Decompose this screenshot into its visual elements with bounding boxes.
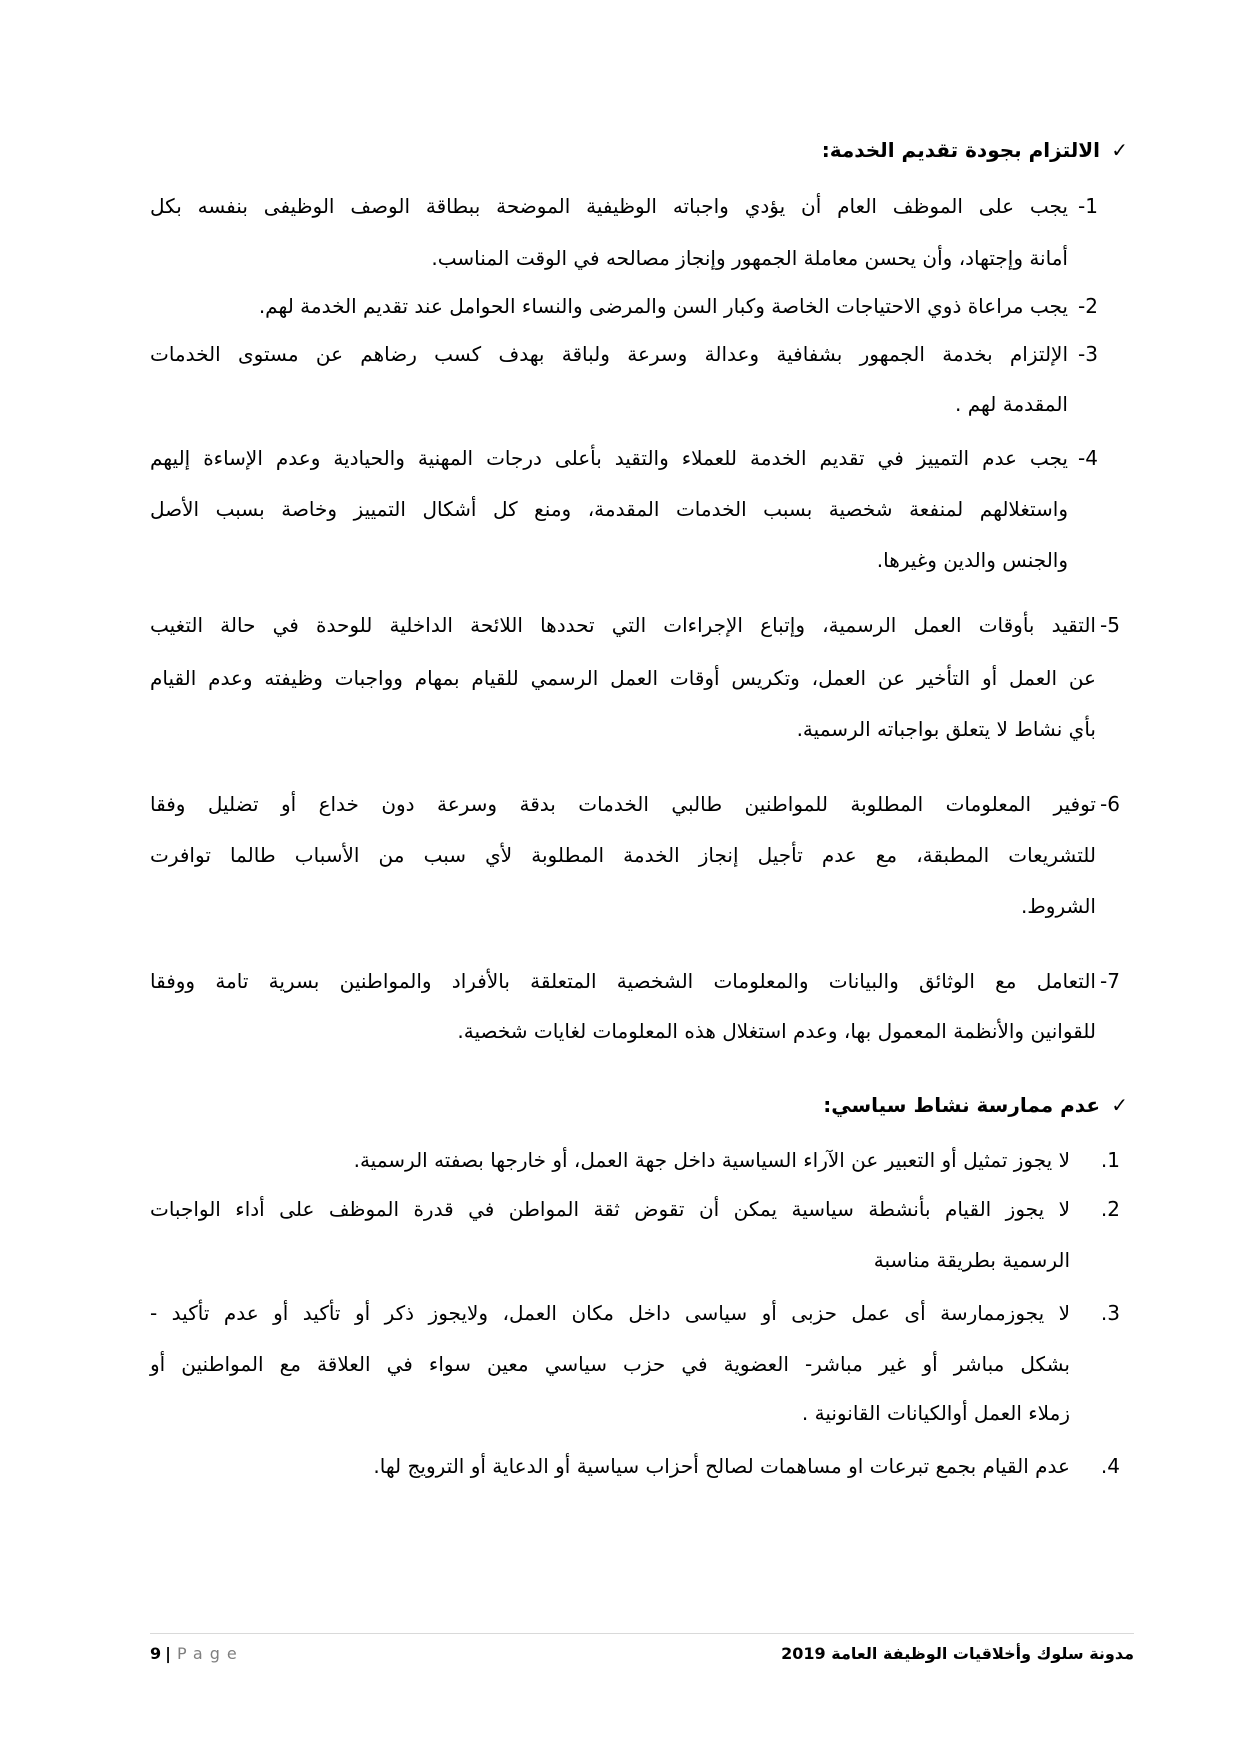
list-item-line: يجب مراعاة ذوي الاحتياجات الخاصة وكبار السن والمرضى والنساء الحوامل عند تقديم الخدمة لهم. <box>258 294 1068 318</box>
list-item-number: 2- <box>1078 294 1098 318</box>
page-number: 9 <box>150 1644 162 1663</box>
page-separator: | <box>165 1644 171 1663</box>
list-item-line: عدم القيام بجمع تبرعات او مساهمات لصالح أحزاب سياسية أو الدعاية أو الترويج لها. <box>373 1454 1070 1478</box>
list-item-line: للقوانين والأنظمة المعمول بها، وعدم استغلال هذه المعلومات لغايات شخصية. <box>457 1019 1096 1043</box>
list-item-line: الإلتزام بخدمة الجمهور بشفافية وعدالة وسرعة ولباقة بهدف كسب رضاهم عن مستوى الخدمات <box>150 342 1068 366</box>
list-item-line: والجنس والدين وغيرها. <box>876 548 1068 572</box>
list-item-line: يجب عدم التمييز في تقديم الخدمة للعملاء والتقيد بأعلى درجات المهنية والحيادية وعدم الإساءة إليهم <box>150 446 1068 470</box>
page-number-block <box>150 1641 244 1667</box>
list-item-line: لا يجوز تمثيل أو التعبير عن الآراء السياسية داخل جهة العمل، أو خارجها بصفته الرسمية. <box>353 1148 1070 1172</box>
list-item-line: واستغلالهم لمنفعة شخصية بسبب الخدمات المقدمة، ومنع كل أشكال التمييز وخاصة بسبب الأصل <box>150 497 1068 521</box>
checkmark-icon <box>1111 1080 1128 1130</box>
list-item-line: أمانة وإجتهاد، وأن يحسن معاملة الجمهور وإنجاز مصالحه في الوقت المناسب. <box>431 246 1068 270</box>
list-item-line: للتشريعات المطبقة، مع عدم تأجيل إنجاز الخدمة المطلوبة لأي سبب من الأسباب طالما توافرت <box>150 843 1096 867</box>
list-item-line: الرسمية بطريقة مناسبة <box>873 1248 1070 1272</box>
list-item-number: 2. <box>1100 1197 1120 1221</box>
list-item-number: 3. <box>1100 1301 1120 1325</box>
list-item-line: لا يجوز القيام بأنشطة سياسية يمكن أن تقوض ثقة المواطن في قدرة الموظف على أداء الواجبات <box>150 1197 1070 1221</box>
list-item-number: 1- <box>1078 194 1098 218</box>
list-item-number: 5- <box>1100 613 1120 637</box>
checkmark-icon <box>1111 125 1128 175</box>
list-item-line: الشروط. <box>1020 894 1096 918</box>
list-item-line: لا يجوزممارسة أى عمل حزبى أو سياسى داخل مكان العمل، ولايجوز ذكر أو تأكيد أو عدم تأكيد - <box>150 1301 1070 1325</box>
list-item-number: 1. <box>1100 1148 1120 1172</box>
list-item-line: توفير المعلومات المطلوبة للمواطنين طالبي الخدمات بدقة وسرعة دون خداع أو تضليل وفقا <box>150 792 1096 816</box>
list-item-line: زملاء العمل أوالكيانات القانونية . <box>801 1401 1070 1425</box>
list-item-line: بشكل مباشر أو غير مباشر- العضوية في حزب سياسي معين سواء في العلاقة مع المواطنين أو <box>150 1352 1070 1376</box>
footer-rule <box>150 1633 1134 1634</box>
list-item-line: المقدمة لهم . <box>955 392 1068 416</box>
list-item-number: 3- <box>1078 342 1098 366</box>
list-item-line: التعامل مع الوثائق والبيانات والمعلومات الشخصية المتعلقة بالأفراد والمواطنين بسرية تامة ووفقا <box>150 969 1096 993</box>
list-item-number: 6- <box>1100 792 1120 816</box>
section-heading: عدم ممارسة نشاط سياسي: <box>823 1093 1100 1117</box>
list-item-line: التقيد بأوقات العمل الرسمية، وإتباع الإجراءات التي تحددها اللائحة الداخلية للوحدة في حالة التغيب <box>150 613 1096 637</box>
list-item-line: يجب على الموظف العام أن يؤدي واجباته الوظيفية الموضحة ببطاقة الوصف الوظيفى بنفسه بكل <box>150 194 1068 218</box>
list-item-number: 4- <box>1078 446 1098 470</box>
page-label: Page <box>176 1644 244 1663</box>
list-item-number: 4. <box>1100 1454 1120 1478</box>
footer-title: مدونة سلوك وأخلاقيات الوظيفة العامة 2019 <box>781 1644 1134 1663</box>
list-item-line: بأي نشاط لا يتعلق بواجباته الرسمية. <box>796 717 1096 741</box>
section-heading: الالتزام بجودة تقديم الخدمة: <box>821 138 1100 162</box>
list-item-line: عن العمل أو التأخير عن العمل، وتكريس أوقات العمل الرسمي للقيام بمهام وواجبات وظيفته وعدم القيام <box>150 666 1096 690</box>
list-item-number: 7- <box>1100 969 1120 993</box>
